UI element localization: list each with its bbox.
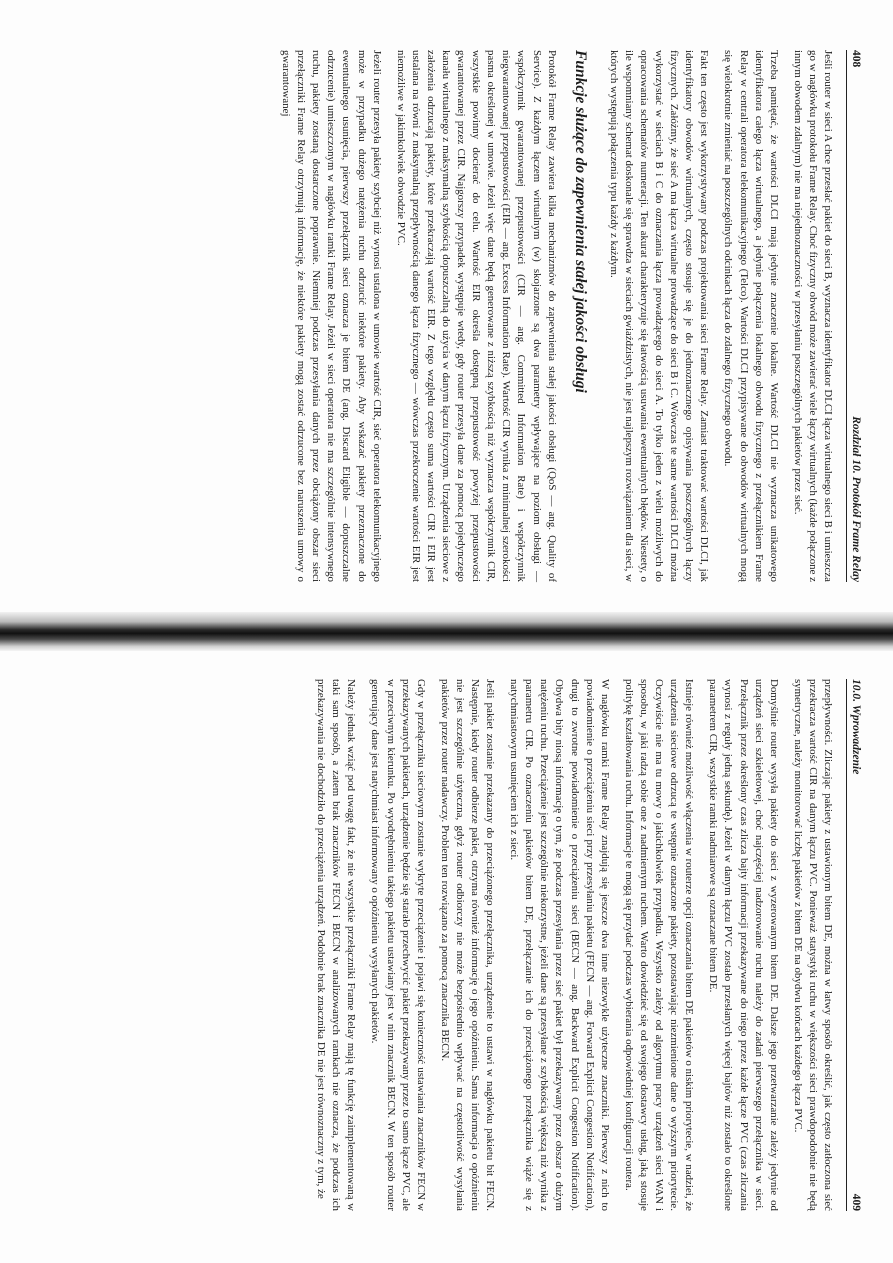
paragraph: Fakt ten często jest wykorzystywany podczas projektowania sieci Frame Relay. Zamiast traktować wartości DLCI, jak identyfikatory obwodów wirtualnych, często stosuje się je do jednoznacznego opisywania poszczególnych łączy fizycznych. Załóżmy, że sieć A ma łącza wirtualne prowadzące do sieci B i C. Wówczas te same wartości DLCI można wykorzystać w sieciach B i C do oznaczania łącza prowadzącego do sieci A. To tylko jeden z wielu możliwych do opracowania schematów numeracji. Ten akurat charakteryzuje się łatwością usuwania ewentualnych błędów. Niestety, o ile wspomniany schemat doskonale się sprawdza w sieciach gwiaździstych, nie jest najlepszym rozwiązaniem dla sieci, w których występują połączenia typu każdy z każdym. — [607, 50, 711, 582]
paragraph: W nagłówku ramki Frame Relay znajdują się jeszcze dwa inne niezwykle użyteczne znaczniki. Pierwszy z nich to powiadomienie o przeciążeniu sieci przy przesyłaniu pakietu (FECN — ang. Forward Explicit Congestion Notification), drugi to zwrotne powiadomienie o przeciążeniu sieci (BECN — ang. Backward Explicit Congestion Notification). Obydwa bity niosą informację o tym, że podczas przesyłania przez sieć pakiet był przekazywany przez obszar o dużym natężeniu ruchu. Przeciążenie jest szczególnie niekorzystne, jeżeli dane są przesyłane z szybkością większą niż wynika z parametru CIR. Po oznaczeniu pakietów bitem DE, przełączanie ich do przeciążonego przełącznika wiąże się z natychmiastowym usunięciem ich z sieci. — [508, 679, 611, 1211]
paragraph: Domyślnie router wysyła pakiety do sieci z wyzerowanym bitem DE. Dalsze jego przetwarzanie zależy jedynie od urządzeń sieci szkieletowej, choć najczęściej nadzorowanie ruchu należy do zadań pierwszego przełącznika w sieci. Przełącznik przez określony czas zlicza bajty informacji przekazywane do niego przez każde łącze PVC (czas zliczania wynosi z reguły jedną sekundę). Jeżeli w danym łączu PVC zostało przesłanych więcej bajtów niż zostało to określone parametrem CIR, wszystkie ramki nadmiarowe są oznaczane bitem DE. — [707, 679, 780, 1211]
running-title: 10.0. Wprowadzenie — [850, 679, 862, 775]
paragraph: Gdy w przełączniku sieciowym zostanie wykryte przeciążenie i pojawi się konieczność ustawiania znaczników FECN w przekazywanych pakietach, urządzenie będzie się starało przechwycić pakiet przekazywany przez to samo łącze PVC, ale w przeciwnym kierunku. Po wyodrębnieniu takiego pakietu ustawiany jest w nim znacznik BECN. W ten sposób router generujący dane jest natychmiast informowany o opóźnieniu wysyłanych pakietów. — [369, 679, 427, 1211]
page-number: 409 — [850, 1193, 862, 1211]
page-number: 408 — [850, 50, 862, 68]
paragraph: Jeśli pakiet zostanie przekazany do przeciążonego przełącznika, urządzenie to ustawi w nagłówku pakietu bit FECN. Następnie, kiedy router odbierze pakiet, otrzyma również informację o jego opóźnieniu. Sama informacja o opóźnieniu nie jest szczególnie użyteczna, gdyż router odbiorczy nie może bezpośrednio wpływać na częstotliwość wysyłania pakietów przez router nadawczy. Problem ten rozwiązano za pomocą znacznika BECN. — [438, 679, 497, 1211]
paragraph: Jeśli router w sieci A chce przesłać pakiet do sieci B, wyznacza identyfikator DLCI łącza wirtualnego sieci B i umieszcza go w nagłówku protokołu Frame Relay. Choć fizyczny obwód może zawierać wiele łączy wirtualnych (każde połączone z innym obwodem zdalnym) nie ma niejednoznaczności w przesyłaniu poszczególnych pakietów przez sieć. — [791, 50, 834, 582]
right-page — [0, 651, 893, 1263]
left-page — [0, 0, 893, 612]
paragraph: Jeżeli router przesyła pakiety szybciej niż wynosi ustalona w umowie wartość CIR, sieć operatora telekomunikacyjnego może w przypadku dużego natężenia ruchu odrzucić niektóre pakiety. Aby wskazać pakiety przeznaczone do ewentualnego usunięcia, pierwszy przełącznik sieci oznacza je bitem DE (ang. Discard Eligible — dopuszczalne odrzucenie) umieszczonym w nagłówku ramki Frame Relay. Jeżeli w sieci operatora nie ma szczególnie intensywnego ruchu, pakiety zostaną dostarczone poprawnie. Niemniej podczas przesyłania danych przez obciążony obszar sieci przełączniki Frame Relay otrzymują informację, że niektóre pakiety mogą zostać odrzucone bez naruszenia umowy o gwarantowanej — [280, 50, 383, 582]
paragraph: Istnieje również możliwość włączenia w routerze opcji oznaczania bitem DE pakietów o niskim priorytecie, w nadziei, że urządzenia sieciowe odrzucą te wstępnie oznaczone pakiety, pozostawiając niezmienione dane o wyższym priorytecie. Oczywiście nie ma tu mowy o jakichkolwiek przypadku. Wszystko zależy od algorytmu pracy urządzeń sieci WAN i sposobu, w jaki radzą sobie one z nadmiernym ruchem. Warto dowiedzieć się od swojego dostawcy usług, jaką stosuje politykę kształtowania ruchu. Informacje te mogą się przydać podczas wybierania odpowiedniej konfiguracji routera. — [622, 679, 696, 1211]
paragraph: Należy jednak wziąć pod uwagę fakt, że nie wszystkie przełączniki Frame Relay mają tę funkcję zaimplementowaną w taki sam sposób, a zatem brak znaczników FECN i BECN w analizowanych ramkach nie oznacza, że podczas ich przekazywania nie dochodziło do przeciążenia urządzeń. Podobnie brak znacznika DE nie jest równoznaczny z tym, że — [315, 679, 358, 1211]
paragraph: przepływności. Zliczając pakiety z ustawionym bitem DE, można w łatwy sposób określić, jak często zatłoczona sieć przekracza wartość CIR na danym łączu PVC. Ponieważ statystyki ruchu w większości sieci prawdopodobnie nie będą symetryczne, należy monitorować liczbę pakietów z bitem DE na obydwu końcach każdego łącza PVC. — [791, 679, 834, 1211]
section-heading: Funkcje służące do zapewnienia stałej jakości obsługi — [571, 50, 589, 393]
page-body — [269, 50, 835, 582]
running-title: Rozdział 10. Protokół Frame Relay — [850, 416, 862, 582]
page-header — [846, 50, 869, 582]
page-header — [846, 679, 869, 1211]
page-body — [304, 679, 835, 1211]
book-gutter-shadow — [0, 612, 893, 651]
paragraph: Protokół Frame Relay zawiera kilka mechanizmów do zapewnienia stałej jakości obsługi (QoS — ang. Quality of Service). Z każdym łączem wirtualnym (w) skojarzone są dwa parametry wpływające na poziom obsługi — współczynnik gwarantowanej przepustowości (CIR — ang. Committed Information Rate) i współczynnik niegwarantowanej przepustowości (EIR — ang. Excess Information Rate). Wartość CIR wynika z minimalnej szerokości pasma określonej w umowie. Jeżeli więc dane będą generowane z niższą szybkością niż wyznacza współczynnik CIR, wszystkie powinny docierać do celu. Wartość EIR określa dostępną przepustowość powyżej przepustowości gwarantowanej przez CIR. Najgorszy przypadek występuje wtedy, gdy router przesyła dane za pomocą pojedynczego kanału wirtualnego z maksymalną szybkością dopuszczalną do użycia w danym łączu fizycznym. Urządzenia sieciowe z założenia odrzucają pakiety, które przekraczają wartość EIR. Z tego względu często suma wartości CIR i EIR jest ustalana na równi z maksymalną przepływnością danego łącza fizycznego — wówczas przekroczenie wartości EIR jest niemożliwe w jakimkolwiek obwodzie PVC. — [394, 50, 558, 582]
paragraph: Trzeba pamiętać, że wartości DLCI mają jedynie znaczenie lokalne. Wartość DLCI nie wyznacza unikatowego identyfikatora całego łącza wirtualnego, a jedynie połączenia lokalnego obwodu fizycznego z przełącznikiem Frame Relay w centrali operatora telekomunikacyjnego (Telco). Wartości DLCI przypisywane do obwodów wirtualnych mogą się wielokrotnie zmieniać na poszczególnych odcinkach łącza do zdalnego fizycznego obwodu. — [722, 50, 780, 582]
